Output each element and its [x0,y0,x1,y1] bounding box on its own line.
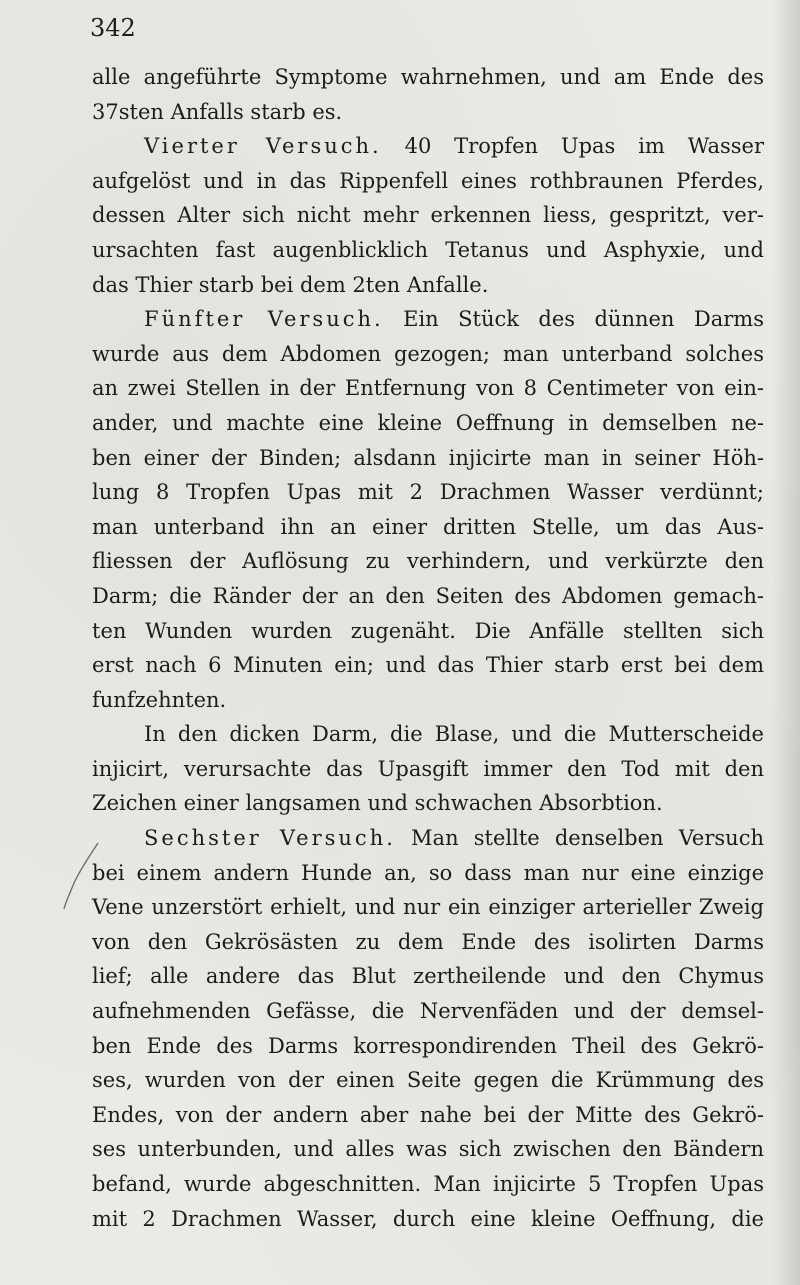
text-segment: von den Gekrösästen zu dem Ende des isolirten Darms [92,929,764,954]
text-segment: injicirt, verursachte das Upasgift immer den Tod mit den [92,756,764,781]
text-segment: 40 Tropfen Upas im Wasser [381,134,764,159]
text-segment: funfzehnten. [92,687,227,712]
pen-stroke-mark [60,835,110,915]
text-segment: aufgelöst und in das Rippenfell eines rothbraunen Pferdes, [92,168,764,193]
text-line [92,648,764,683]
text-line [92,1029,764,1064]
text-line [92,890,764,925]
text-segment: lung 8 Tropfen Upas mit 2 Drachmen Wasser verdünnt; [92,480,764,505]
text-segment: ben einer der Binden; alsdann injicirte man in seiner Höh- [92,445,764,470]
text-segment: ses unterbunden, und alles was sich zwischen den Bändern [92,1137,764,1162]
text-segment: erst nach 6 Minuten ein; und das Thier starb erst bei dem [92,653,764,678]
text-line [92,129,764,164]
text-line [92,856,764,891]
text-line [92,1063,764,1098]
text-line [92,683,764,718]
text-line [92,821,764,856]
text-segment: Man stellte denselben Versuch [395,826,764,851]
text-line [92,752,764,787]
text-segment: bei einem andern Hunde an, so dass man nur eine einzige [92,860,764,885]
text-line [92,441,764,476]
text-segment: Endes, von der andern aber nahe bei der Mitte des Gekrö- [92,1102,764,1127]
page-edge-shadow [772,0,800,1285]
text-line [92,959,764,994]
text-line [92,233,764,268]
text-segment: Darm; die Ränder der an den Seiten des Abdomen gemach- [92,583,764,608]
text-line [92,925,764,960]
text-segment: dessen Alter sich nicht mehr erkennen liess, gespritzt, ver- [92,203,764,228]
text-line [92,614,764,649]
text-segment: man unterband ihn an einer dritten Stelle, um das Aus- [92,514,764,539]
text-segment: In den dicken Darm, die Blase, und die Mutterscheide [144,722,764,747]
text-line [92,786,764,821]
text-segment: aufnehmenden Gefässe, die Nervenfäden und der demsel- [92,999,764,1024]
text-segment: alle angeführte Symptome wahrnehmen, und am Ende des [92,65,764,89]
text-line [92,198,764,233]
text-segment: ten Wunden wurden zugenäht. Die Anfälle stellten sich [92,618,764,643]
text-line [92,60,764,95]
section-heading: Vierter Versuch. [144,134,382,159]
section-heading: Fünfter Versuch. [144,307,384,332]
text-segment: Vene unzerstört erhielt, und nur ein einziger arterieller Zweig [92,895,764,920]
text-line [92,337,764,372]
text-line [92,544,764,579]
text-line [92,302,764,337]
text-segment: befand, wurde abgeschnitten. Man injicirte 5 Tropfen Upas [92,1172,764,1196]
text-line [92,164,764,199]
text-line [92,717,764,752]
text-segment: ben Ende des Darms korrespondirenden Theil des Gekrö- [92,1033,764,1058]
text-segment: an zwei Stellen in der Entfernung von 8 Centimeter von ein- [92,376,764,401]
text-line [92,579,764,614]
text-line [92,371,764,406]
text-segment: ses, wurden von der einen Seite gegen die Krümmung des [92,1068,764,1093]
text-line [92,1202,764,1237]
text-segment: wurde aus dem Abdomen gezogen; man unterband solches [92,341,764,366]
text-line [92,95,764,130]
text-segment: Zeichen einer langsamen und schwachen Absorbtion. [92,791,663,816]
text-line [92,475,764,510]
text-line [92,1098,764,1133]
section-heading: Sechster Versuch. [144,826,396,851]
text-segment: ander, und machte eine kleine Oeffnung in demselben ne- [92,410,764,435]
text-segment: lief; alle andere das Blut zertheilende und den Chymus [92,964,764,989]
text-line [92,268,764,303]
text-line [92,1132,764,1167]
text-segment: das Thier starb bei dem 2ten Anfalle. [92,272,489,297]
text-line [92,1167,764,1202]
text-line [92,406,764,441]
text-segment: ursachten fast augenblicklich Tetanus und Asphyxie, und [92,237,764,262]
page-number: 342 [90,14,136,42]
body-text [92,60,764,1236]
text-segment: 37sten Anfalls starb es. [92,99,343,124]
text-segment: mit 2 Drachmen Wasser, durch eine kleine Oeffnung, die [92,1206,764,1231]
text-segment: fliessen der Auflösung zu verhindern, und verkürzte den [92,549,764,574]
text-segment: Ein Stück des dünnen Darms [383,307,764,332]
text-line [92,510,764,545]
text-line [92,994,764,1029]
